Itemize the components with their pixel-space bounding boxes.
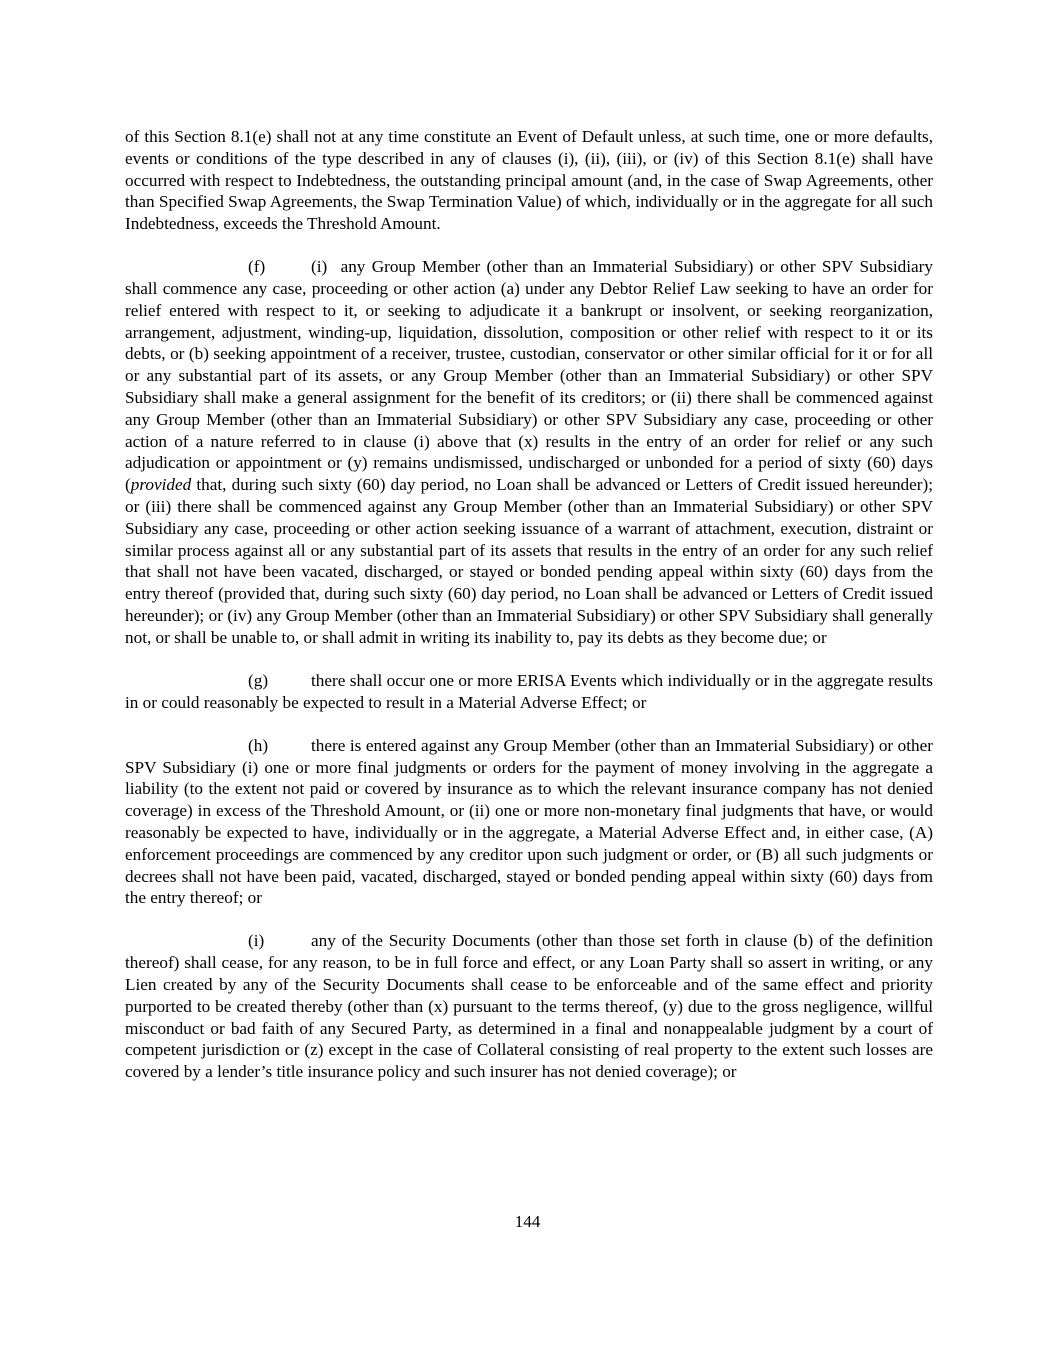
- paragraph-text: any of the Security Documents (other than those set forth in clause (b) of the definition thereof) shall cease, for any reason, to be in full force and effect, or any Loan Party shall so assert in writing, or any Lien created by any of the Security Documents shall cease to be enforceable and of the same effect and priority purported to be created thereby (other than (x) pursuant to the terms thereof, (y) due to the gross negligence, willful misconduct or bad faith of any Secured Party, as determined in a final and nonappealable judgment by a court of competent jurisdiction or (z) except in the case of Collateral consisting of real property to the extent such losses are covered by a lender’s title insurance policy and such insurer has not denied coverage); or: [125, 931, 933, 1082]
- paragraph-f: [125, 256, 933, 648]
- page-number: 144: [514, 1212, 541, 1231]
- paragraph-i: [125, 930, 933, 1083]
- paragraph-text: there is entered against any Group Member (other than an Immaterial Subsidiary) or other SPV Subsidiary (i) one or more final judgments or orders for the payment of money involving in the aggregate a liability (to the extent not paid or covered by insurance as to which the relevant insurance company has not denied coverage) in excess of the Threshold Amount, or (ii) one or more non-monetary final judgments that have, or would reasonably be expected to have, individually or in the aggregate, a Material Adverse Effect and, in either case, (A) enforcement proceedings are commenced by any creditor upon such judgment or order, or (B) all such judgments or decrees shall not have been paid, vacated, discharged, stayed or bonded pending appeal within sixty (60) days from the entry thereof; or: [125, 735, 933, 908]
- clause-label: (f): [248, 257, 266, 277]
- paragraph-text: any Group Member (other than an Immaterial Subsidiary) or other SPV Subsidiary shall commence any case, proceeding or other action (a) under any Debtor Relief Law seeking to have an order for relief entered with respect to it, or seeking to adjudicate it a bankrupt or insolvent, or seeking reorganization, arrangement, adjustment, winding-up, liquidation, dissolution, composition or other relief with respect to it or its debts, or (b) seeking appointment of a receiver, trustee, custodian, conservator or other similar official for it or for all or any substantial part of its assets, or any Group Member (other than an Immaterial Subsidiary) or other SPV Subsidiary shall make a general assignment for the benefit of its creditors; or (ii) there shall be commenced against any Group Member (other than an Immaterial Subsidiary) or other SPV Subsidiary any case, proceeding or other action of a nature referred to in clause (i) above that (x) results in the entry of an order for relief or any such adjudication or appointment or (y) remains undismissed, undischarged or unbonded for a period of sixty (60) days (: [125, 257, 933, 495]
- clause-label: (g): [248, 670, 269, 690]
- italic-term: provided: [130, 475, 192, 495]
- paragraph-text: of this Section 8.1(e) shall not at any time constitute an Event of Default unless, at such time, one or more defaults, events or conditions of the type described in any of clauses (i), (ii), (iii), or (iv) of this Section 8.1(e) shall have occurred with respect to Indebtedness, the outstanding principal amount (and, in the case of Swap Agreements, other than Specified Swap Agreements, the Swap Termination Value) of which, individually or in the aggregate for all such Indebtedness, exceeds the Threshold Amount.: [125, 127, 933, 234]
- paragraph-h: [125, 735, 933, 909]
- clause-label: (i): [248, 931, 265, 951]
- document-body: [125, 126, 933, 1104]
- paragraph-text-continued: that, during such sixty (60) day period, no Loan shall be advanced or Letters of Credit issued hereunder); or (iii) there shall be commenced against any Group Member (other than an Immaterial Subsidiary) or other SPV Subsidiary any case, proceeding or other action seeking issuance of a warrant of attachment, execution, distraint or similar process against all or any substantial part of its assets that results in the entry of an order for any such relief that shall not have been vacated, discharged, or stayed or bonded pending appeal within sixty (60) days from the entry thereof (provided that, during such sixty (60) day period, no Loan shall be advanced or Letters of Credit issued hereunder); or (iv) any Group Member (other than an Immaterial Subsidiary) or other SPV Subsidiary shall generally not, or shall be unable to, or shall admit in writing its inability to, pay its debts as they become due; or: [125, 475, 933, 647]
- paragraph-text: there shall occur one or more ERISA Events which individually or in the aggregate results in or could reasonably be expected to result in a Material Adverse Effect; or: [125, 670, 933, 712]
- clause-label: (h): [248, 735, 269, 755]
- paragraph-g: [125, 670, 933, 714]
- sub-clause-label: (i): [311, 257, 328, 277]
- paragraph-continuation: [125, 126, 933, 235]
